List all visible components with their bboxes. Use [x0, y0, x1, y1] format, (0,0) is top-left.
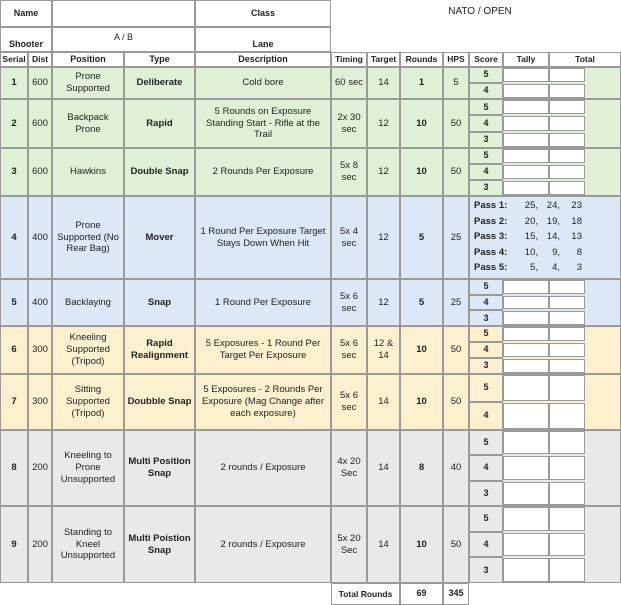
row-timing: 5x 8 sec — [331, 148, 367, 196]
row-target: 12 — [367, 148, 400, 196]
row-serial: 9 — [0, 506, 28, 583]
row-rounds: 10 — [400, 99, 443, 148]
score-value: 4 — [469, 115, 503, 131]
row-serial: 2 — [0, 99, 28, 148]
tally-box[interactable] — [503, 343, 549, 357]
score-value: 3 — [469, 358, 503, 374]
total-box[interactable] — [549, 165, 585, 179]
total-box[interactable] — [549, 84, 585, 98]
row-target: 14 — [367, 374, 400, 430]
score-value: 3 — [469, 180, 503, 196]
total-box[interactable] — [549, 456, 585, 479]
score-value: 4 — [469, 455, 503, 480]
total-hps-value: 345 — [443, 583, 469, 605]
row-description: 2 Rounds Per Exposure — [195, 148, 331, 196]
total-box[interactable] — [549, 68, 585, 82]
pass-line — [474, 262, 582, 273]
score-value: 4 — [469, 342, 503, 358]
row-dist: 400 — [28, 279, 52, 326]
score-value: 4 — [469, 295, 503, 311]
total-box[interactable] — [549, 533, 585, 557]
row-hps: 50 — [443, 99, 469, 148]
row-position: Standing to Kneel Unsupported — [52, 506, 124, 583]
total-rounds-label: Total Rounds — [331, 583, 400, 605]
row-timing: 5x 20 Sec — [331, 506, 367, 583]
pass-label: Pass 2: — [474, 215, 508, 227]
row-description: 2 rounds / Exposure — [195, 430, 331, 506]
row-hps: 5 — [443, 67, 469, 99]
row-target: 12 — [367, 279, 400, 326]
col-score: Score — [469, 52, 503, 67]
row-target: 12 & 14 — [367, 326, 400, 374]
pass-label: Pass 5: — [474, 262, 508, 273]
col-hps: HPS — [443, 52, 469, 67]
total-box[interactable] — [549, 296, 585, 310]
col-total: Total — [549, 52, 621, 67]
total-box[interactable] — [549, 482, 585, 505]
row-position: Kneeling Supported (Tripod) — [52, 326, 124, 374]
total-box[interactable] — [549, 133, 585, 147]
score-value: 5 — [469, 326, 503, 342]
row-type: Doubble Snap — [124, 374, 195, 430]
col-position: Position — [52, 52, 124, 67]
total-box[interactable] — [549, 280, 585, 294]
score-value: 3 — [469, 310, 503, 326]
row-target: 12 — [367, 99, 400, 148]
col-description: Description — [195, 52, 331, 67]
pass-label: Pass 4: — [474, 246, 508, 258]
row-target: 12 — [367, 196, 400, 279]
col-target: Target — [367, 52, 400, 67]
tally-box[interactable] — [503, 327, 549, 341]
row-hps: 40 — [443, 430, 469, 506]
row-description: 2 rounds / Exposure — [195, 506, 331, 583]
row-position: Backpack Prone — [52, 99, 124, 148]
total-box[interactable] — [549, 116, 585, 130]
col-type: Type — [124, 52, 195, 67]
row-rounds: 5 — [400, 279, 443, 326]
score-value: 4 — [469, 164, 503, 180]
pass-line — [474, 216, 582, 227]
row-hps: 50 — [443, 506, 469, 583]
row-description: 5 Exposures - 1 Round Per Target Per Exposure — [195, 326, 331, 374]
tally-box[interactable] — [503, 84, 549, 98]
name-field[interactable] — [52, 0, 195, 27]
row-timing: 2x 30 sec — [331, 99, 367, 148]
footer-score-blank — [469, 583, 621, 605]
total-box[interactable] — [549, 181, 585, 195]
tally-box[interactable] — [503, 280, 549, 294]
tally-box[interactable] — [503, 507, 549, 531]
row-dist: 200 — [28, 506, 52, 583]
row-rounds: 5 — [400, 196, 443, 279]
row-description: 5 Rounds on Exposure Standing Start - Rifle at the Trail — [195, 99, 331, 148]
pass-label: Pass 3: — [474, 231, 508, 242]
total-box[interactable] — [549, 431, 585, 454]
footer-blank — [0, 583, 331, 605]
row-position: Hawkins — [52, 148, 124, 196]
row-serial: 1 — [0, 67, 28, 99]
row-serial: 3 — [0, 148, 28, 196]
pass-value: 18 — [571, 215, 582, 227]
row-dist: 400 — [28, 196, 52, 279]
row-serial: 5 — [0, 279, 28, 326]
lane-label: Lane — [195, 27, 331, 52]
row-type: Multi Position Snap — [124, 430, 195, 506]
pass-line — [474, 200, 582, 211]
row-position: Kneeling to Prone Unsupported — [52, 430, 124, 506]
tally-box[interactable] — [503, 100, 549, 114]
row-position: Sitting Supported (Tripod) — [52, 374, 124, 430]
tally-box[interactable] — [503, 403, 549, 429]
total-box[interactable] — [549, 149, 585, 163]
row-serial: 6 — [0, 326, 28, 374]
row-target: 14 — [367, 430, 400, 506]
pass-value: 8 — [576, 246, 582, 258]
row-hps: 50 — [443, 326, 469, 374]
tally-box[interactable] — [503, 149, 549, 163]
row-timing: 60 sec — [331, 67, 367, 99]
pass-value: 3 — [576, 262, 582, 273]
tally-box[interactable] — [503, 296, 549, 310]
tally-box[interactable] — [503, 533, 549, 557]
pass-value: 10, — [524, 246, 538, 258]
row-type: Double Snap — [124, 148, 195, 196]
score-value: 3 — [469, 557, 503, 583]
class-label: Class — [195, 0, 331, 27]
row-type: Deliberate — [124, 67, 195, 99]
row-dist: 300 — [28, 374, 52, 430]
row-position: Backlaying — [52, 279, 124, 326]
row-hps: 25 — [443, 196, 469, 279]
row-rounds: 10 — [400, 148, 443, 196]
row-description: Cold bore — [195, 67, 331, 99]
score-value: 5 — [469, 430, 503, 455]
name-label: Name — [0, 0, 52, 27]
pass-line — [474, 231, 582, 242]
row-rounds: 8 — [400, 430, 443, 506]
row-dist: 600 — [28, 67, 52, 99]
row-dist: 200 — [28, 430, 52, 506]
row-type: Rapid — [124, 99, 195, 148]
row-serial: 7 — [0, 374, 28, 430]
shooter-label: Shooter — [0, 27, 52, 52]
score-value: 5 — [469, 506, 503, 532]
pass-value: 5, — [530, 262, 538, 273]
tally-box[interactable] — [503, 482, 549, 505]
tally-box[interactable] — [503, 68, 549, 82]
row-hps: 25 — [443, 279, 469, 326]
row-rounds: 10 — [400, 506, 443, 583]
tally-box[interactable] — [503, 558, 549, 582]
pass-value: 24, — [546, 200, 560, 211]
row-type: Multi Poistion Snap — [124, 506, 195, 583]
score-value: 4 — [469, 532, 503, 558]
total-box[interactable] — [549, 403, 585, 429]
row-timing: 4x 20 Sec — [331, 430, 367, 506]
row-timing: 5x 6 sec — [331, 326, 367, 374]
row-rounds: 10 — [400, 326, 443, 374]
row-dist: 600 — [28, 99, 52, 148]
score-value: 3 — [469, 481, 503, 506]
tally-box[interactable] — [503, 116, 549, 130]
total-box[interactable] — [549, 311, 585, 325]
row-dist: 600 — [28, 148, 52, 196]
total-rounds-value: 69 — [400, 583, 443, 605]
total-box[interactable] — [549, 507, 585, 531]
pass-value: 4, — [552, 262, 560, 273]
tally-box[interactable] — [503, 133, 549, 147]
score-value: 4 — [469, 402, 503, 430]
col-dist: Dist — [28, 52, 52, 67]
row-position: Prone Supported — [52, 67, 124, 99]
total-box[interactable] — [549, 327, 585, 341]
row-description: 1 Round Per Exposure — [195, 279, 331, 326]
pass-value: 25, — [524, 200, 538, 211]
col-timing: Timing — [331, 52, 367, 67]
pass-value: 15, — [524, 231, 538, 242]
score-value: 5 — [469, 99, 503, 115]
row-rounds: 1 — [400, 67, 443, 99]
pass-label: Pass 1: — [474, 200, 508, 211]
tally-box[interactable] — [503, 456, 549, 479]
row-description: 1 Round Per Exposure Target Stays Down When Hit — [195, 196, 331, 279]
tally-box[interactable] — [503, 431, 549, 454]
tally-box[interactable] — [503, 375, 549, 401]
row-hps: 50 — [443, 148, 469, 196]
total-box[interactable] — [549, 558, 585, 582]
row-type: Rapid Realignment — [124, 326, 195, 374]
total-box[interactable] — [549, 100, 585, 114]
score-value: 5 — [469, 148, 503, 164]
row-serial: 4 — [0, 196, 28, 279]
pass-value: 19, — [546, 215, 560, 227]
row-timing: 5x 6 sec — [331, 279, 367, 326]
score-value: 5 — [469, 279, 503, 295]
tally-box[interactable] — [503, 311, 549, 325]
row-timing: 5x 6 sec — [331, 374, 367, 430]
row-target: 14 — [367, 506, 400, 583]
row-timing: 5x 4 sec — [331, 196, 367, 279]
score-value: 5 — [469, 67, 503, 83]
pass-value: 14, — [546, 231, 560, 242]
col-tally: Tally — [503, 52, 549, 67]
tally-box[interactable] — [503, 359, 549, 373]
total-box[interactable] — [549, 359, 585, 373]
row-hps: 50 — [443, 374, 469, 430]
ab-field[interactable]: A / B — [52, 27, 195, 52]
row-target: 14 — [367, 67, 400, 99]
total-box[interactable] — [549, 375, 585, 401]
score-value: 3 — [469, 132, 503, 148]
score-value: 5 — [469, 374, 503, 402]
pass-line — [474, 247, 582, 258]
row-description: 5 Exposures - 2 Rounds Per Exposure (Mag Change after each exposure) — [195, 374, 331, 430]
total-box[interactable] — [549, 343, 585, 357]
tally-box[interactable] — [503, 181, 549, 195]
row-dist: 300 — [28, 326, 52, 374]
pass-value: 9, — [552, 246, 560, 258]
row-position: Prone Supported (No Rear Bag) — [52, 196, 124, 279]
row-type: Mover — [124, 196, 195, 279]
score-value: 4 — [469, 83, 503, 99]
row-type: Snap — [124, 279, 195, 326]
row-serial: 8 — [0, 430, 28, 506]
tally-box[interactable] — [503, 165, 549, 179]
col-rounds: Rounds — [400, 52, 443, 67]
row-rounds: 10 — [400, 374, 443, 430]
nato-open-label: NATO / OPEN — [448, 5, 512, 17]
pass-value: 20, — [524, 215, 538, 227]
col-serial: Serial — [0, 52, 28, 67]
pass-value: 23 — [571, 200, 582, 211]
pass-value: 13 — [571, 231, 582, 242]
